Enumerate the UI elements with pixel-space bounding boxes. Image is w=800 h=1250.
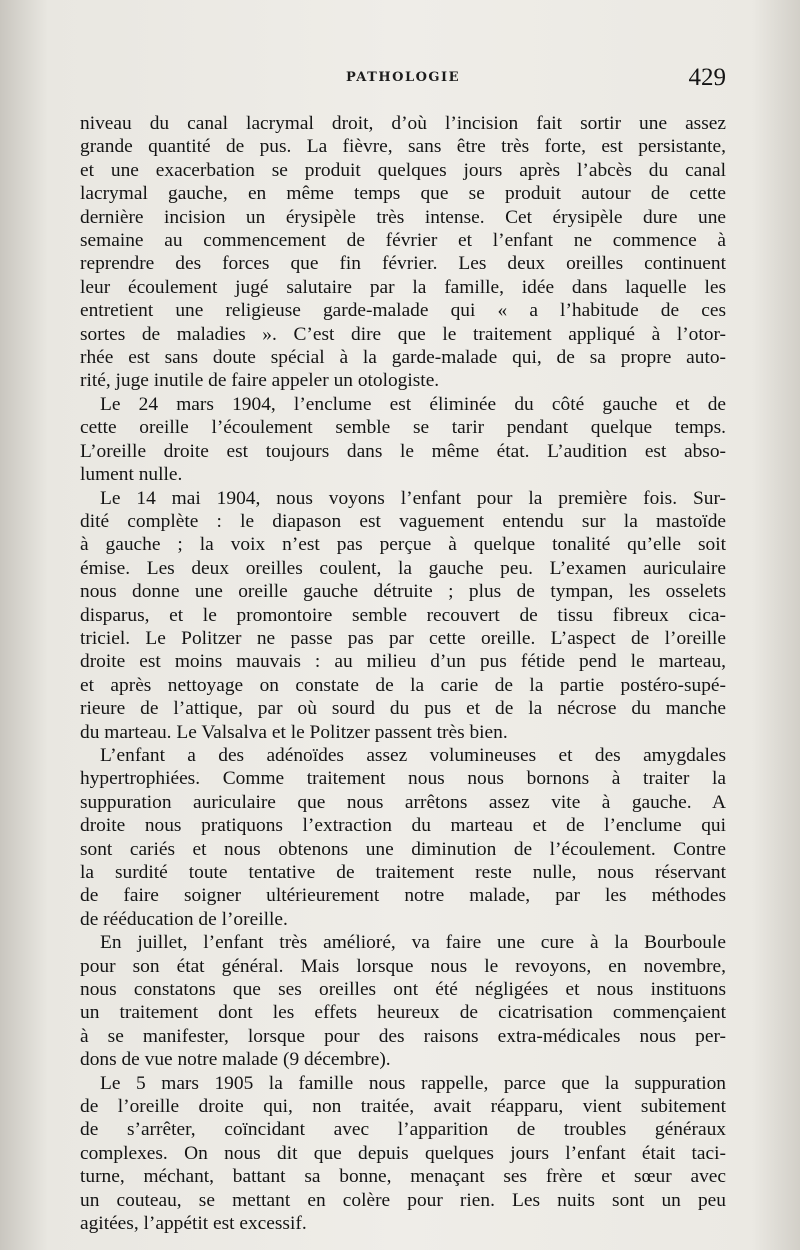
text-line: grande quantité de pus. La fièvre, sans être très forte, est persistante, (80, 136, 726, 158)
paragraph (80, 1072, 726, 1236)
text-line: de faire soigner ultérieurement notre malade, par les méthodes (80, 885, 726, 907)
text-line: turne, méchant, battant sa bonne, menaçant ses frère et sœur avec (80, 1166, 726, 1188)
text-line: lacrymal gauche, en même temps que se produit autour de cette (80, 183, 726, 205)
text-line: un traitement dont les effets heureux de cicatrisation commençaient (80, 1002, 726, 1024)
text-line: la surdité toute tentative de traitement reste nulle, nous réservant (80, 862, 726, 883)
text-line: dons de vue notre malade (9 décembre). (80, 1049, 391, 1071)
text-line: droite nous pratiquons l’extraction du marteau et de l’enclume qui (80, 815, 726, 837)
text-line: L’oreille droite est toujours dans le même état. L’audition est abso- (80, 440, 726, 462)
text-line: et après nettoyage on constate de la carie de la partie postéro-supé- (80, 674, 726, 696)
body-text (80, 112, 726, 1236)
text-line: L’enfant a des adénoïdes assez volumineuses et des amygdales (100, 744, 726, 766)
text-line: de l’oreille droite qui, non traitée, avait réapparu, vient subitement (80, 1096, 726, 1118)
text-line: pour son état général. Mais lorsque nous le revoyons, en novembre, (80, 955, 726, 977)
text-line: disparus, et le promontoire semble recouvert de tissu fibreux cica- (80, 604, 726, 626)
text-line: triciel. Le Politzer ne passe pas par cette oreille. L’aspect de l’oreille (80, 627, 726, 649)
text-line: niveau du canal lacrymal droit, d’où l’incision fait sortir une assez (80, 113, 726, 134)
text-line: du marteau. Le Valsalva et le Politzer passent très bien. (80, 721, 508, 743)
text-line: cette oreille l’écoulement semble se tarir pendant quelque temps. (80, 417, 726, 439)
text-line: suppuration auriculaire que nous arrêtons assez vite à gauche. A (80, 791, 726, 813)
paragraph (80, 112, 726, 393)
text-line: de s’arrêter, coïncidant avec l’apparition de troubles généraux (80, 1119, 726, 1141)
text-line: droite est moins mauvais : au milieu d’un pus fétide pend le marteau, (80, 651, 726, 673)
paragraph (80, 931, 726, 1071)
text-line: dité complète : le diapason est vaguement entendu sur la mastoïde (80, 510, 726, 532)
text-line: émise. Les deux oreilles coulent, la gauche peu. L’examen auriculaire (80, 557, 726, 579)
running-head-title: PATHOLOGIE (345, 70, 461, 85)
text-line: nous donne une oreille gauche détruite ; plus de tympan, les osselets (80, 581, 726, 603)
text-line: nous constatons que ses oreilles ont été négligées et nous instituons (80, 979, 726, 1001)
page-number: 429 (688, 64, 726, 91)
text-line: rieure de l’attique, par où sourd du pus et de la nécrose du manche (80, 698, 726, 720)
text-line: sont cariés et nous obtenons une diminution de l’écoulement. Contre (80, 838, 726, 860)
text-line: un couteau, se mettant en colère pour rien. Les nuits sont un peu (80, 1189, 726, 1211)
text-line: reprendre des forces que fin février. Les deux oreilles continuent (80, 253, 726, 275)
running-head (80, 66, 726, 96)
text-line: entretient une religieuse garde-malade qui « a l’habitude de ces (80, 300, 726, 322)
text-line: complexes. On nous dit que depuis quelques jours l’enfant était taci- (80, 1142, 726, 1164)
text-line: et une exacerbation se produit quelques jours après l’abcès du canal (80, 159, 726, 181)
text-line: Le 14 mai 1904, nous voyons l’enfant pour la première fois. Sur- (100, 487, 726, 509)
text-line: rité, juge inutile de faire appeler un otologiste. (80, 370, 440, 392)
text-line: agitées, l’appétit est excessif. (80, 1213, 307, 1235)
paragraph (80, 393, 726, 487)
text-line: hypertrophiées. Comme traitement nous nous bornons à traiter la (80, 768, 726, 790)
text-line: sortes de maladies ». C’est dire que le traitement appliqué à l’otor- (80, 323, 726, 345)
text-line: leur écoulement jugé salutaire par la famille, idée dans laquelle les (80, 276, 726, 298)
text-line: à se manifester, lorsque pour des raisons extra-médicales nous per- (80, 1025, 726, 1047)
paragraph (80, 744, 726, 931)
text-line: En juillet, l’enfant très amélioré, va faire une cure à la Bourboule (100, 932, 726, 954)
text-line: de rééducation de l’oreille. (80, 908, 288, 930)
text-line: Le 5 mars 1905 la famille nous rappelle, parce que la suppuration (100, 1072, 726, 1094)
text-line: à gauche ; la voix n’est pas perçue à quelque tonalité qu’elle soit (80, 534, 726, 556)
text-line: rhée est sans doute spécial à la garde-malade qui, de sa propre auto- (80, 347, 726, 369)
text-line: Le 24 mars 1904, l’enclume est éliminée du côté gauche et de (100, 393, 726, 415)
text-line: dernière incision un érysipèle très intense. Cet érysipèle dure une (80, 206, 726, 228)
text-line: lument nulle. (80, 464, 183, 486)
text-line: semaine au commencement de février et l’enfant ne commence à (80, 230, 726, 252)
paragraph (80, 487, 726, 744)
